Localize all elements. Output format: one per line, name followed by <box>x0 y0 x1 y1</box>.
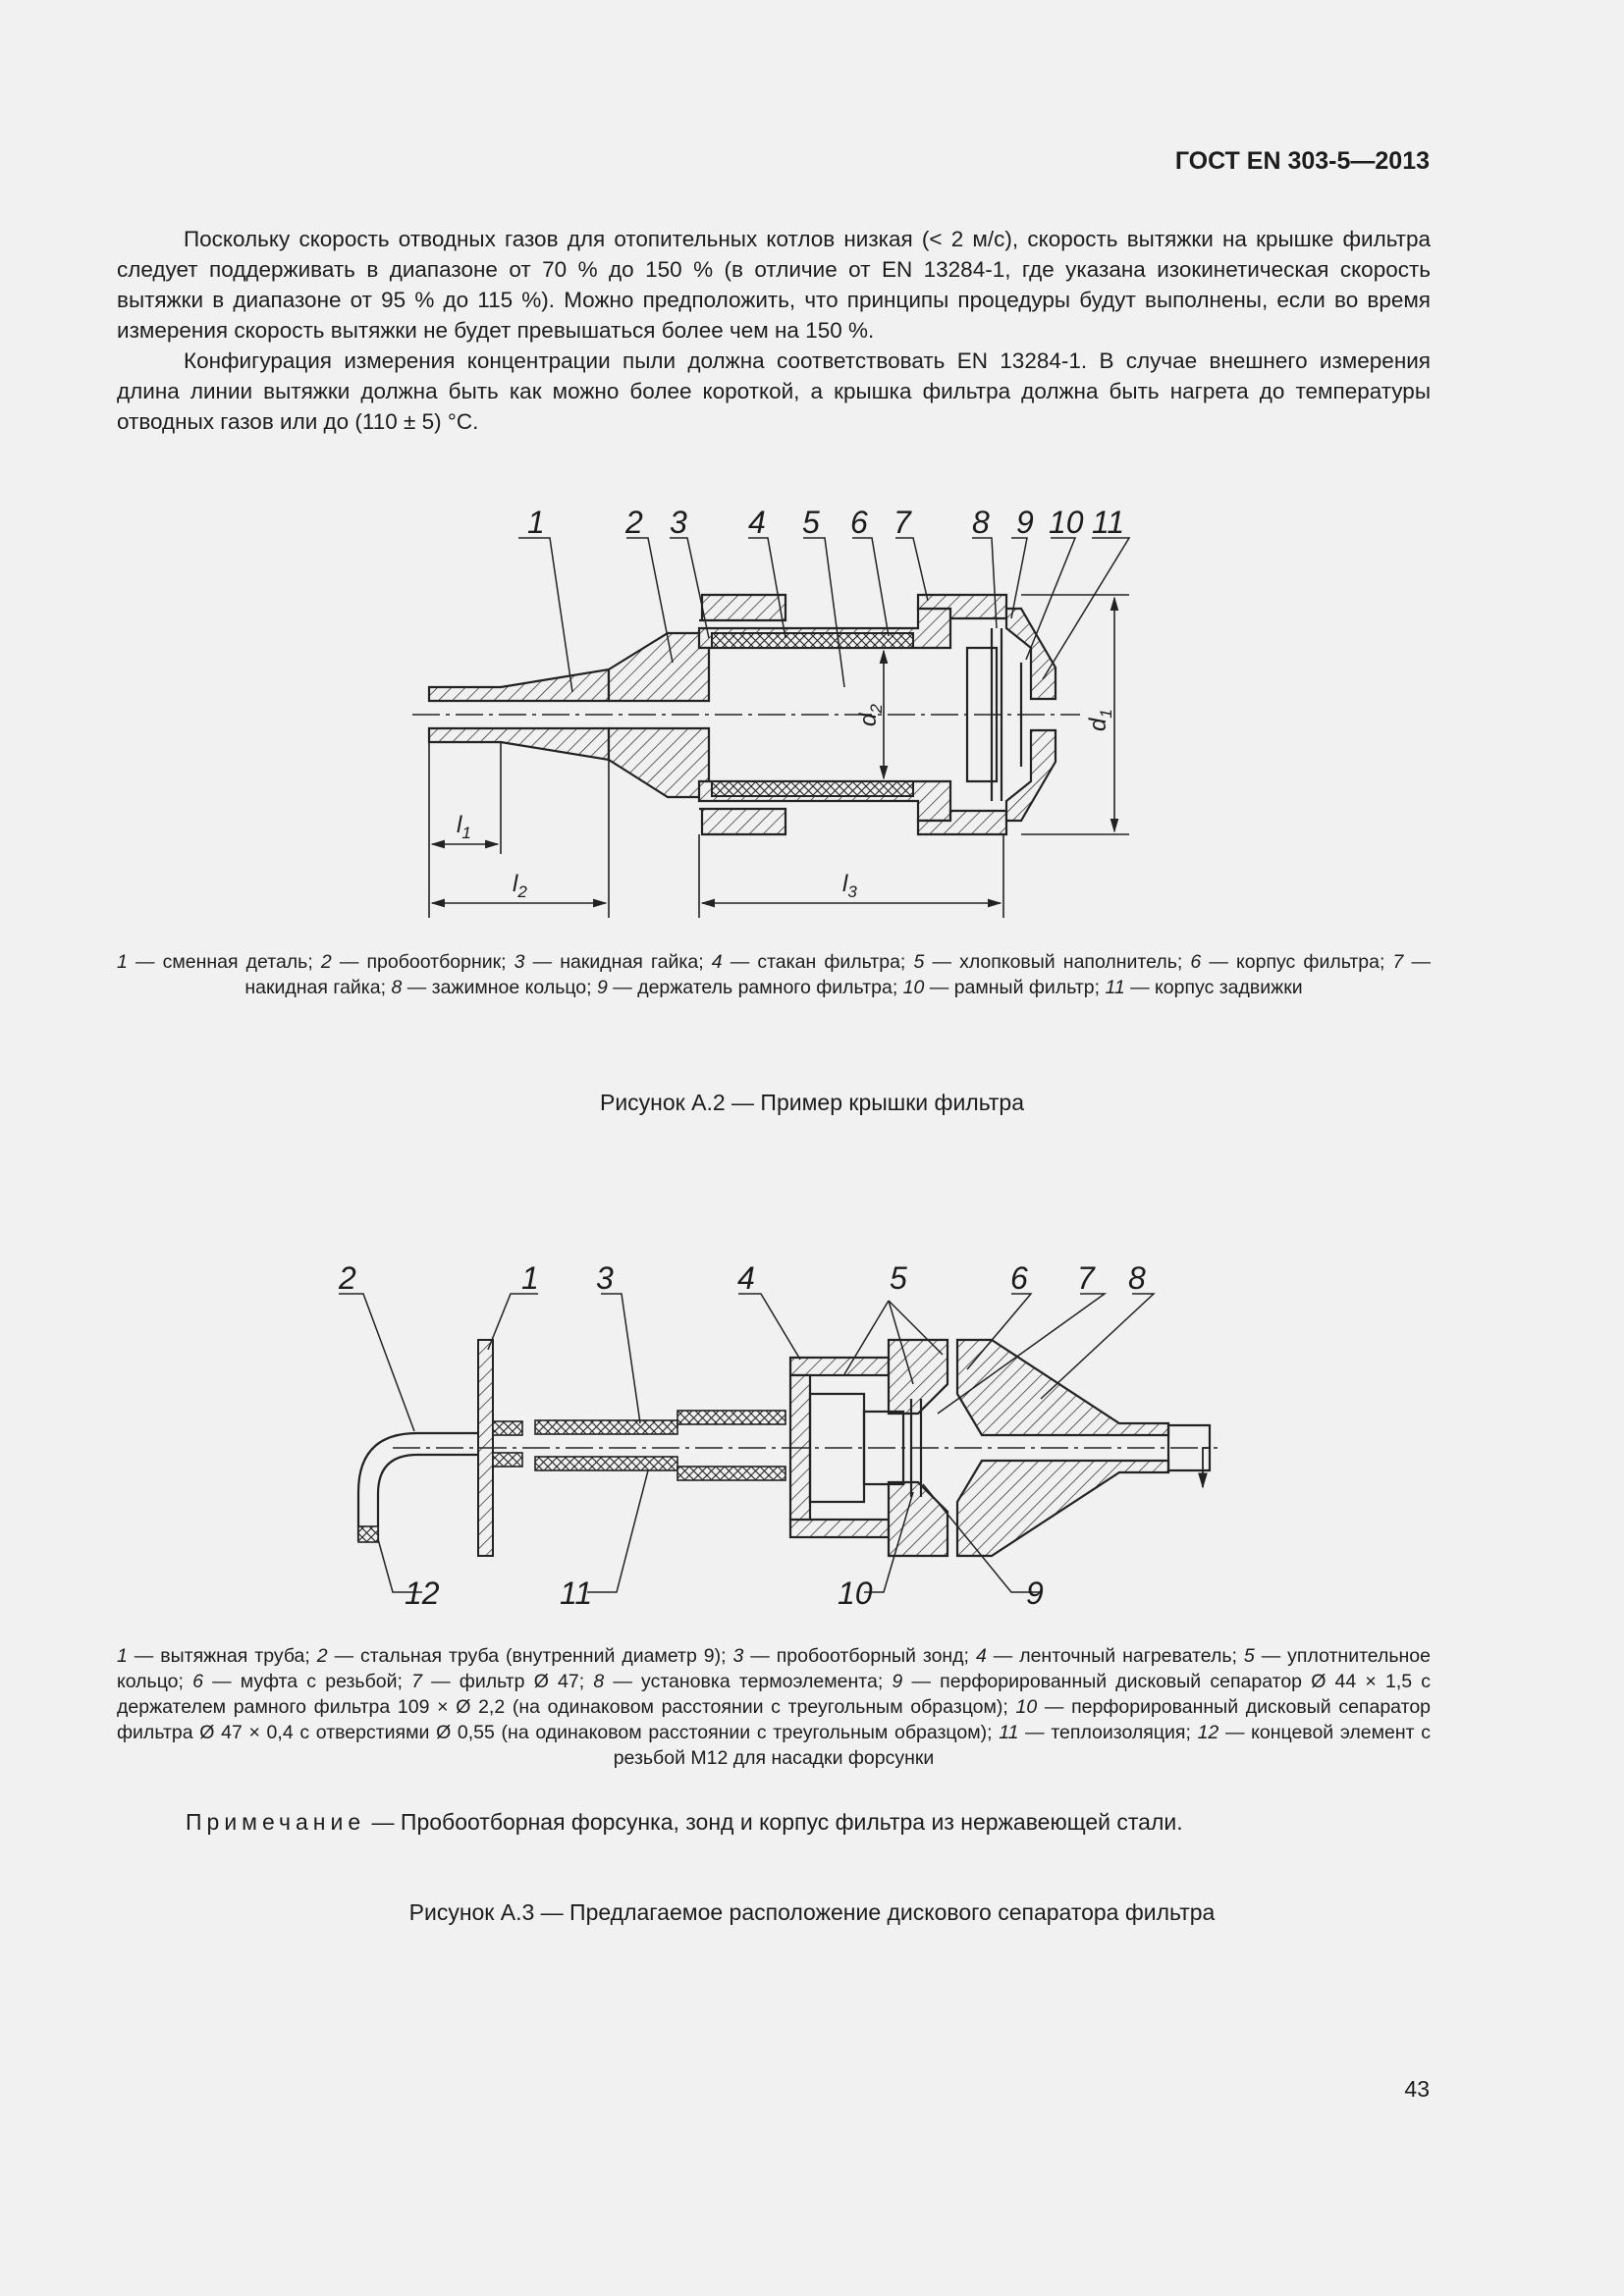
figure-a3-drawing <box>0 1247 1624 1639</box>
legend-item: 4 — стакан фильтра; <box>711 951 914 973</box>
callout-4: 4 <box>748 505 766 540</box>
legend-item: 10 — перфорированный дисковый сепаратор фильтра Ø 47 × 0,4 с отверстиями Ø 0,55 (на одинаковом расстоянии с треугольным образцом); <box>117 1696 1432 1743</box>
page-number: 43 <box>1404 2076 1430 2102</box>
legend-item: 8 — зажимное кольцо; <box>391 977 597 998</box>
legend-item: 11 — теплоизоляция; <box>999 1722 1198 1743</box>
legend-item: 4 — ленточный нагреватель; <box>975 1645 1244 1667</box>
callout-1: 1 <box>527 505 545 540</box>
callout-4: 4 <box>737 1260 755 1296</box>
callout-12: 12 <box>405 1575 440 1611</box>
legend-item: 5 — уплотнительное кольцо; <box>117 1645 1431 1692</box>
note-label: Примечание <box>186 1809 366 1835</box>
callout-9: 9 <box>1026 1575 1044 1611</box>
legend-item: 1 — сменная деталь; <box>117 951 321 973</box>
dim-l3: $l_3$ <box>842 871 857 901</box>
callout-3: 3 <box>670 505 687 540</box>
callout-11: 11 <box>1092 505 1125 540</box>
note <box>186 1809 1183 1836</box>
legend-item: 8 — установка термоэлемента; <box>593 1671 893 1692</box>
legend-item: 5 — хлопковый наполнитель; <box>913 951 1191 973</box>
legend-item: 11 — корпус задвижки <box>1105 977 1303 998</box>
legend-item: 9 — держатель рамного фильтра; <box>597 977 903 998</box>
paragraph-2: Конфигурация измерения концентрации пыли должна соответствовать EN 13284-1. В случае внешнего измерения длина линии вытяжки должна быть как можно более короткой, а крышка фильтра должна быть нагрета до температуры отводных газов или до (110 ± 5) °С. <box>117 348 1431 434</box>
document-header: ГОСТ EN 303-5—2013 <box>1174 147 1430 175</box>
dim-l1: $l_1$ <box>457 812 471 842</box>
callout-2: 2 <box>339 1260 356 1296</box>
callout-8: 8 <box>1128 1260 1146 1296</box>
callout-10: 10 <box>838 1575 873 1611</box>
legend-item: 9 — перфорированный дисковый сепаратор Ø 44 × 1,5 с держателем рамного фильтра 109 × Ø 2,2 (на одинаковом расстоянии с треугольным образцом); <box>117 1671 1432 1718</box>
legend-item: 7 — фильтр Ø 47; <box>411 1671 594 1692</box>
figure-a2-legend <box>117 949 1431 1000</box>
legend-item: 2 — стальная труба (внутренний диаметр 9); <box>316 1645 733 1667</box>
body-text <box>117 224 1431 437</box>
figure-a3-caption: Рисунок А.3 — Предлагаемое расположение дискового сепаратора фильтра <box>408 1899 1216 1925</box>
legend-item: 6 — корпус фильтра; <box>1190 951 1393 973</box>
callout-2: 2 <box>625 505 643 540</box>
callout-1: 1 <box>521 1260 539 1296</box>
callout-3: 3 <box>596 1260 614 1296</box>
callout-7: 7 <box>893 505 911 540</box>
callout-9: 9 <box>1016 505 1034 540</box>
callout-6: 6 <box>1010 1260 1028 1296</box>
legend-item: 10 — рамный фильтр; <box>902 977 1106 998</box>
legend-item: 1 — вытяжная труба; <box>117 1645 317 1667</box>
legend-item: 3 — пробоотборный зонд; <box>732 1645 976 1667</box>
callout-5: 5 <box>802 505 820 540</box>
callout-10: 10 <box>1049 505 1084 540</box>
callout-11: 11 <box>560 1575 593 1611</box>
dim-l2: $l_2$ <box>513 871 527 901</box>
legend-item: 2 — пробоотборник; <box>320 951 514 973</box>
dim-d1: $d_1$ <box>1085 709 1115 731</box>
legend-item: 3 — накидная гайка; <box>514 951 712 973</box>
figure-a3-legend <box>117 1643 1431 1771</box>
legend-item: 6 — муфта с резьбой; <box>192 1671 412 1692</box>
legend-item: 12 — концевой элемент с резьбой М12 для насадки форсунки <box>613 1722 1432 1769</box>
note-text: — Пробоотборная форсунка, зонд и корпус фильтра из нержавеющей стали. <box>365 1809 1183 1835</box>
figure-a2-drawing <box>0 491 1624 942</box>
callout-8: 8 <box>972 505 990 540</box>
legend-item: 7 — накидная гайка; <box>244 951 1432 998</box>
callout-6: 6 <box>850 505 868 540</box>
figure-a2-caption: Рисунок А.2 — Пример крышки фильтра <box>599 1090 1025 1115</box>
paragraph-1: Поскольку скорость отводных газов для отопительных котлов низкая (< 2 м/с), скорость вытяжки на крышке фильтра следует поддерживать в диапазоне от 70 % до 150 % (в отличие от EN 13284-1, где указана изокинетическая скорость вытяжки в диапазоне от 95 % до 115 %). Можно предположить, что принципы процедуры будут выполнены, если во время измерения скорость вытяжки не будет превышаться более чем на 150 %. <box>117 227 1431 343</box>
dim-d2: $d_2$ <box>855 704 886 726</box>
callout-7: 7 <box>1077 1260 1095 1296</box>
callout-5: 5 <box>890 1260 907 1296</box>
